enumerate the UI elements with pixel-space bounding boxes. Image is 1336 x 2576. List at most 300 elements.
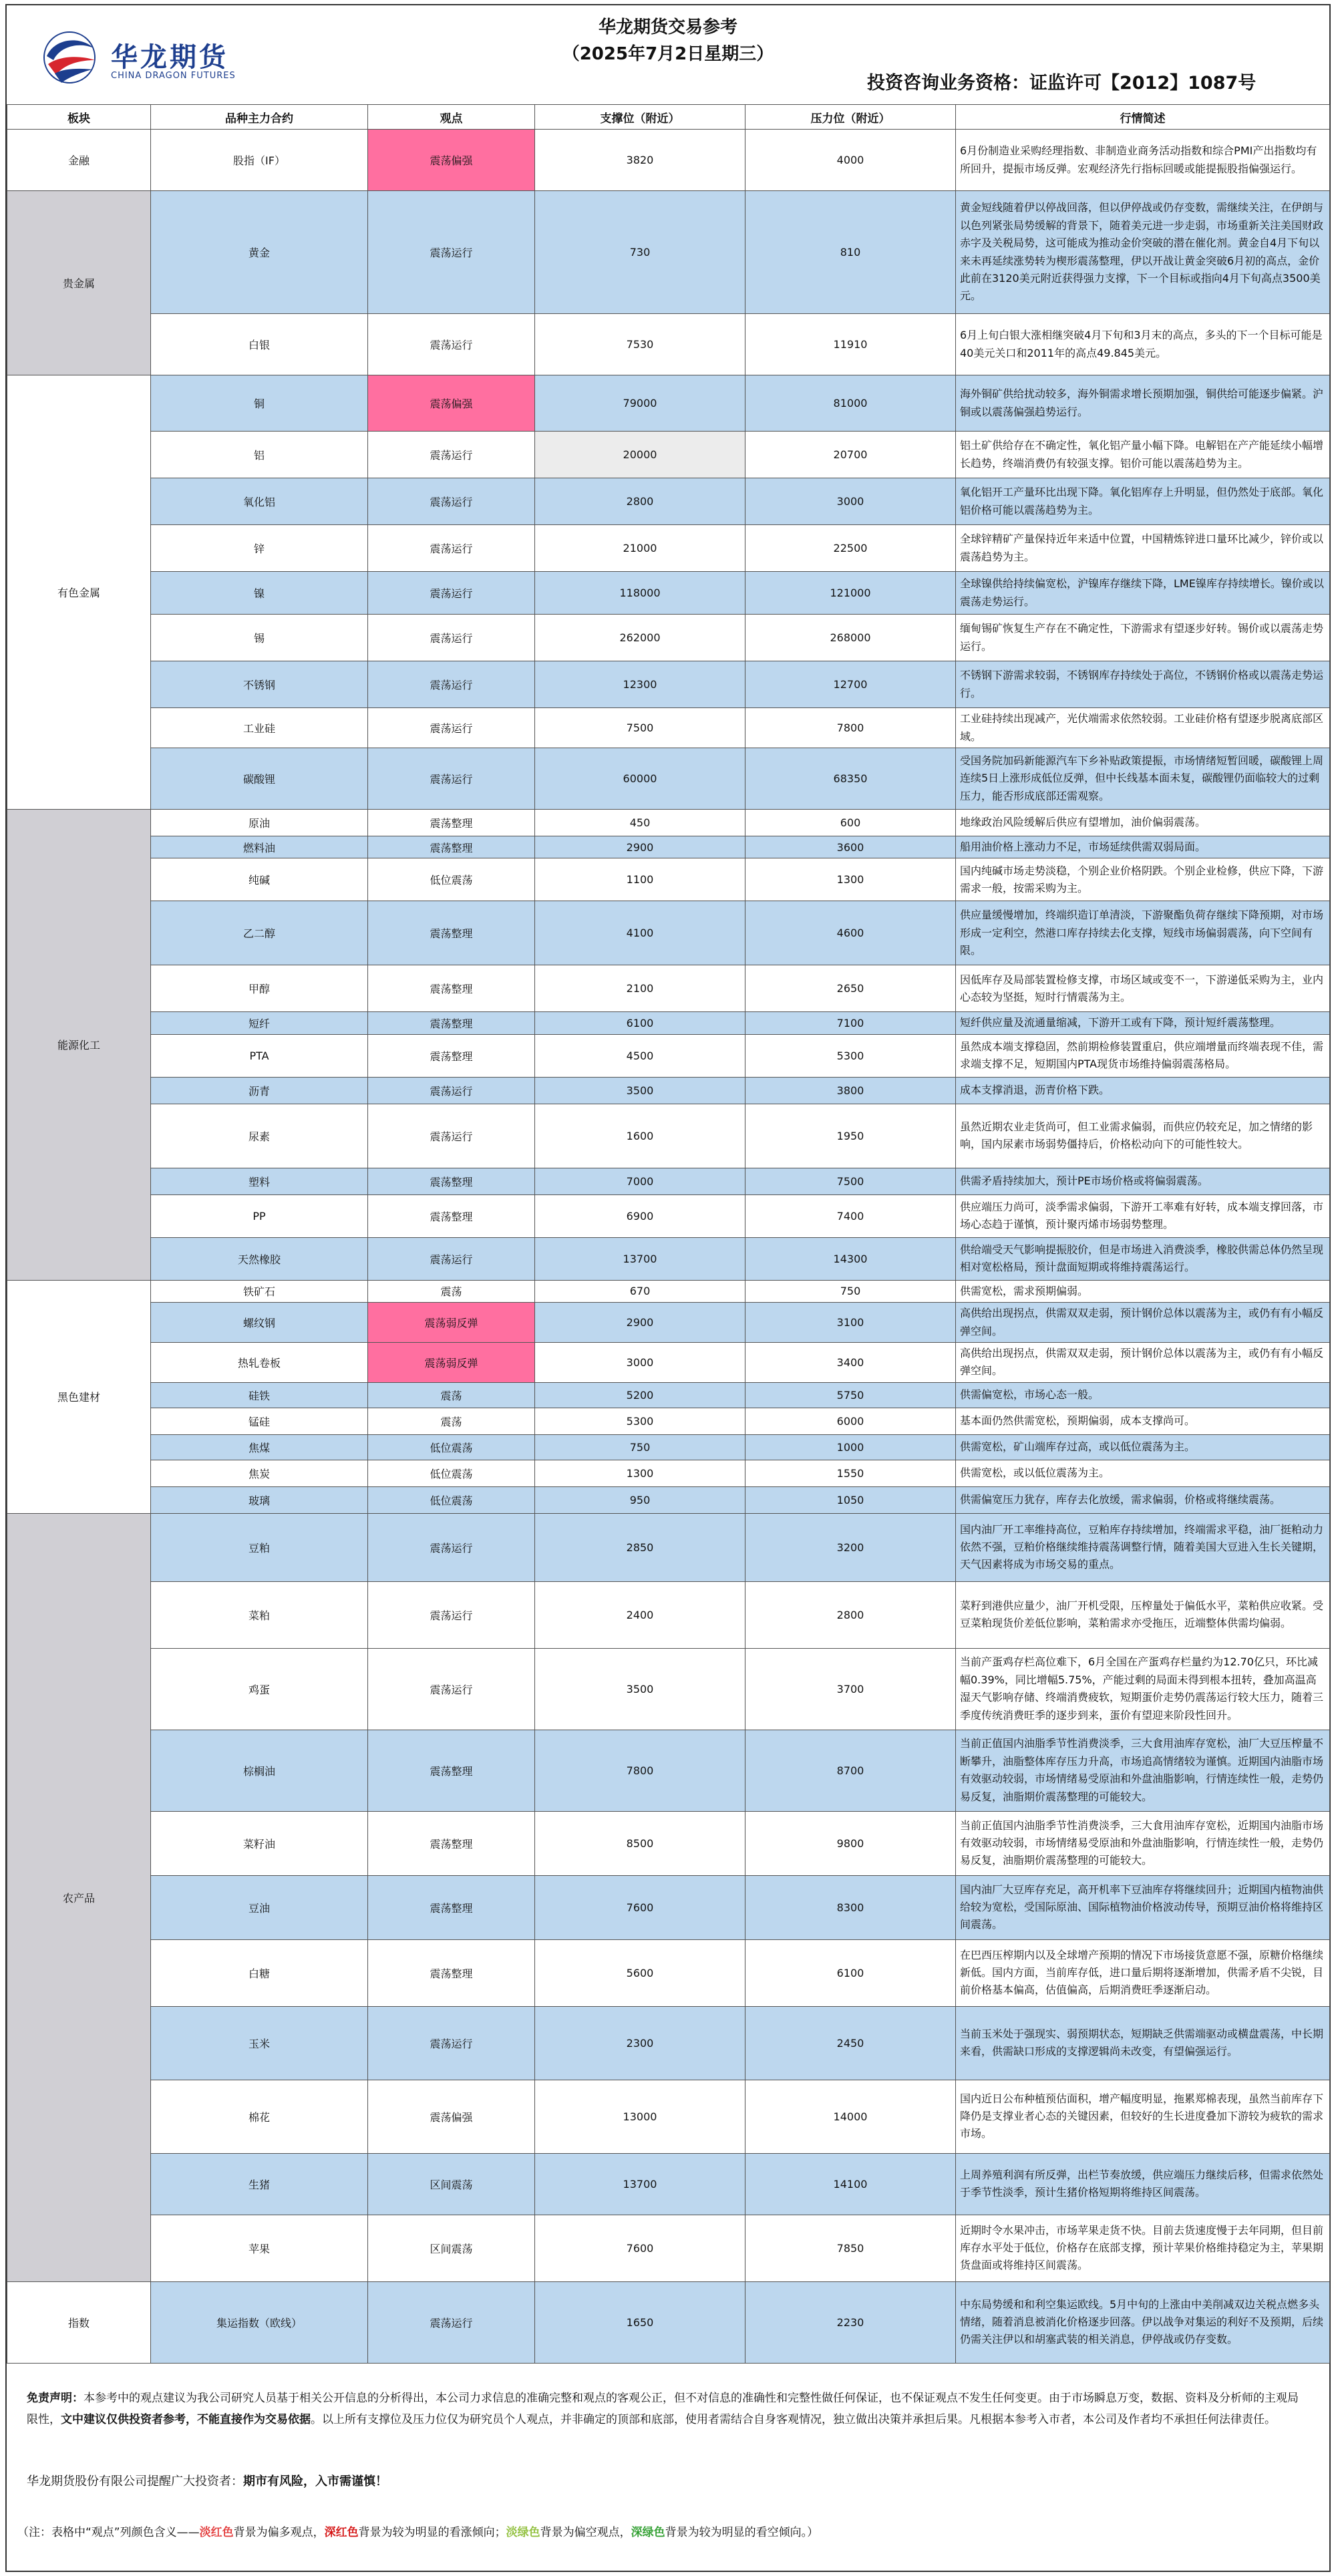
description-cell: 当前玉米处于强现实、弱预期状态，短期缺乏供需端驱动或横盘震荡，中长期来看，供需缺口形成的支撑逻辑尚未改变，有望偏强运行。: [956, 2006, 1330, 2080]
sector-cell: 金融: [7, 130, 151, 191]
contract-cell: 碳酸锂: [151, 748, 368, 810]
description-cell: 当前正值国内油脂季节性消费淡季，三大食用油库存宽松，油厂大豆压榨量不断攀升，油脂整体库存压力升高，市场追高情绪较为谨慎。近期国内油脂市场有效驱动较弱，市场情绪易受原油和外盘油脂影响，行情连续性一般，走势仍易反复，油脂期价震荡整理的可能较大。: [956, 1730, 1330, 1811]
contract-cell: 原油: [151, 810, 368, 836]
resistance-cell: 7800: [745, 708, 956, 748]
support-cell: 7800: [535, 1730, 745, 1811]
contract-cell: 燃料油: [151, 836, 368, 858]
support-cell: 13700: [535, 2153, 745, 2215]
contract-cell: 白糖: [151, 1939, 368, 2006]
description-cell: 国内油厂大豆库存充足，高开机率下豆油库存将继续回升；近期国内植物油供给较为宽松，受国际原油、国际植物油价格波动传导，预期豆油价格将维持区间震荡。: [956, 1875, 1330, 1939]
view-cell: 震荡运行: [368, 478, 535, 525]
table-row: [7, 1194, 1330, 1237]
contract-cell: 棉花: [151, 2080, 368, 2153]
note-light-red: 淡红色: [199, 2526, 234, 2539]
resistance-cell: 12700: [745, 661, 956, 708]
view-cell: 低位震荡: [368, 1434, 535, 1460]
note-prefix: （注：表格中“观点”列颜色含义——: [17, 2526, 200, 2539]
view-cell: 震荡整理: [368, 1012, 535, 1034]
description-cell: 基本面仍然供需宽松，预期偏弱，成本支撑尚可。: [956, 1408, 1330, 1434]
table-row: [7, 1077, 1330, 1104]
resistance-cell: 1550: [745, 1460, 956, 1486]
table-row: [7, 375, 1330, 432]
view-cell: 震荡偏强: [368, 375, 535, 432]
description-cell: 成本支撑消退，沥青价格下跌。: [956, 1077, 1330, 1104]
description-cell: 6月上旬白银大涨相继突破4月下旬和3月末的高点，多头的下一个目标可能是40美元关口和2011年的高点49.845美元。: [956, 314, 1330, 375]
support-cell: 3500: [535, 1648, 745, 1730]
header-view: 观点: [368, 105, 535, 130]
description-cell: 上周养殖利润有所反弹，出栏节奏放缓，供应端压力继续后移，但需求依然处于季节性淡季，预计生猪价格短期将维持区间震荡。: [956, 2153, 1330, 2215]
view-cell: 震荡运行: [368, 1581, 535, 1648]
contract-cell: 豆油: [151, 1875, 368, 1939]
support-cell: 450: [535, 810, 745, 836]
support-cell: 20000: [535, 432, 745, 478]
disclaimer-label: 免责声明：: [27, 2392, 84, 2405]
contract-cell: 股指（IF）: [151, 130, 368, 191]
support-cell: 2300: [535, 2006, 745, 2080]
logo-chinese-text: 华龙期货: [111, 42, 228, 73]
table-row: [7, 708, 1330, 748]
description-cell: 在巴西压榨期内以及全球增产预期的情况下市场接货意愿不强，原糖价格继续新低。国内方面，当前库存低，进口量后期将逐渐增加，供需矛盾不尖锐，目前价格基本偏高，估值偏高，后期消费旺季逐渐启动。: [956, 1939, 1330, 2006]
color-legend-note: [17, 2523, 818, 2539]
resistance-cell: 2650: [745, 965, 956, 1012]
view-cell: 震荡整理: [368, 1730, 535, 1811]
reference-table: [7, 104, 1330, 2364]
table-row: [7, 2215, 1330, 2281]
support-cell: 118000: [535, 572, 745, 615]
contract-cell: 沥青: [151, 1077, 368, 1104]
support-cell: 5300: [535, 1408, 745, 1434]
resistance-cell: 14100: [745, 2153, 956, 2215]
support-cell: 262000: [535, 615, 745, 661]
contract-cell: 不锈钢: [151, 661, 368, 708]
contract-cell: 铁矿石: [151, 1280, 368, 1302]
resistance-cell: 3400: [745, 1342, 956, 1382]
resistance-cell: 4600: [745, 901, 956, 965]
description-cell: 缅甸锡矿恢复生产存在不确定性，下游需求有望逐步好转。锡价或以震荡走势运行。: [956, 615, 1330, 661]
support-cell: 6100: [535, 1012, 745, 1034]
description-cell: 国内纯碱市场走势淡稳，个别企业价格阴跌。个别企业检修，供应下降，下游需求一般，按需采购为主。: [956, 858, 1330, 901]
support-cell: 21000: [535, 525, 745, 572]
resistance-cell: 14300: [745, 1237, 956, 1280]
resistance-cell: 9800: [745, 1811, 956, 1875]
table-row: [7, 1168, 1330, 1194]
contract-cell: 鸡蛋: [151, 1648, 368, 1730]
table-row: [7, 965, 1330, 1012]
resistance-cell: 600: [745, 810, 956, 836]
support-cell: 4500: [535, 1034, 745, 1077]
table-row: [7, 836, 1330, 858]
contract-cell: 天然橡胶: [151, 1237, 368, 1280]
resistance-cell: 7100: [745, 1012, 956, 1034]
view-cell: 低位震荡: [368, 858, 535, 901]
description-cell: 虽然近期农业走货尚可，但工业需求偏弱，而供应仍较充足，加之情绪的影响，国内尿素市场弱势僵持后，价格松动向下的可能性较大。: [956, 1104, 1330, 1168]
view-cell: 震荡运行: [368, 2006, 535, 2080]
description-cell: 全球镍供给持续偏宽松，沪镍库存继续下降，LME镍库存持续增长。镍价或以震荡走势运行。: [956, 572, 1330, 615]
sector-cell: 指数: [7, 2281, 151, 2363]
view-cell: 震荡整理: [368, 1034, 535, 1077]
support-cell: 7600: [535, 1875, 745, 1939]
resistance-cell: 14000: [745, 2080, 956, 2153]
sector-cell: 能源化工: [7, 810, 151, 1281]
resistance-cell: 3700: [745, 1648, 956, 1730]
view-cell: 震荡整理: [368, 1939, 535, 2006]
description-cell: 供需宽松，或以低位震荡为主。: [956, 1460, 1330, 1486]
contract-cell: 塑料: [151, 1168, 368, 1194]
view-cell: 区间震荡: [368, 2153, 535, 2215]
resistance-cell: 2800: [745, 1581, 956, 1648]
description-cell: 黄金短线随着伊以停战回落，但以伊停战或仍存变数，需继续关注，在伊朗与以色列紧张局势缓解的背景下，随着美元进一步走弱，市场重新关注美国财政赤字及关税局势，这可能成为推动金价突破的潜在催化剂。黄金自4月下旬以来未再延续涨势转为楔形震荡整理，伊以开战让黄金突破6月初的高点，金价此前在3120美元附近获得强力支撑，下一个目标或指向4月下旬高点3500美元。: [956, 191, 1330, 314]
support-cell: 60000: [535, 748, 745, 810]
resistance-cell: 5750: [745, 1382, 956, 1408]
resistance-cell: 268000: [745, 615, 956, 661]
contract-cell: 乙二醇: [151, 901, 368, 965]
resistance-cell: 8700: [745, 1730, 956, 1811]
contract-cell: 工业硅: [151, 708, 368, 748]
warning-bold: 期市有风险，入市需谨慎！: [243, 2474, 387, 2488]
description-cell: 高供给出现拐点，供需双双走弱，预计钢价总体以震荡为主，或仍有有小幅反弹空间。: [956, 1342, 1330, 1382]
risk-warning: [27, 2472, 387, 2489]
note-dark-red: 深红色: [324, 2526, 359, 2539]
contract-cell: 玉米: [151, 2006, 368, 2080]
description-cell: 铝土矿供给存在不确定性，氧化铝产量小幅下降。电解铝在产产能延续小幅增长趋势，终端消费仍有较强支撑。铝价可能以震荡趋势为主。: [956, 432, 1330, 478]
description-cell: 供应量缓慢增加，终端织造订单清淡，下游聚酯负荷存继续下降预期，对市场形成一定利空，然港口库存持续去化支撑，短线市场偏弱震荡，向下空间有限。: [956, 901, 1330, 965]
resistance-cell: 6100: [745, 1939, 956, 2006]
resistance-cell: 3600: [745, 836, 956, 858]
view-cell: 震荡运行: [368, 1648, 535, 1730]
view-cell: 震荡运行: [368, 191, 535, 314]
support-cell: 1600: [535, 1104, 745, 1168]
view-cell: 震荡弱反弹: [368, 1342, 535, 1382]
table-row: [7, 1581, 1330, 1648]
description-cell: 高供给出现拐点，供需双双走弱，预计钢价总体以震荡为主，或仍有有小幅反弹空间。: [956, 1303, 1330, 1343]
view-cell: 震荡整理: [368, 901, 535, 965]
resistance-cell: 3800: [745, 1077, 956, 1104]
note-text-4: 背景为较为明显的看空倾向。）: [665, 2526, 819, 2539]
contract-cell: PTA: [151, 1034, 368, 1077]
contract-cell: 锡: [151, 615, 368, 661]
header-support: 支撑位（附近）: [535, 105, 745, 130]
support-cell: 670: [535, 1280, 745, 1302]
description-cell: 因低库存及局部装置检修支撑，市场区域或变不一，下游递低采购为主，业内心态较为坚挺，短时行情震荡为主。: [956, 965, 1330, 1012]
resistance-cell: 7400: [745, 1194, 956, 1237]
view-cell: 震荡偏强: [368, 130, 535, 191]
contract-cell: 菜粕: [151, 1581, 368, 1648]
support-cell: 7600: [535, 2215, 745, 2281]
description-cell: 供需矛盾持续加大，预计PE市场价格或将偏弱震荡。: [956, 1168, 1330, 1194]
support-cell: 4100: [535, 901, 745, 965]
note-light-green: 淡绿色: [506, 2526, 540, 2539]
disclaimer: [27, 2388, 1309, 2431]
contract-cell: 镍: [151, 572, 368, 615]
contract-cell: PP: [151, 1194, 368, 1237]
support-cell: 79000: [535, 375, 745, 432]
resistance-cell: 20700: [745, 432, 956, 478]
resistance-cell: 3200: [745, 1513, 956, 1581]
resistance-cell: 1300: [745, 858, 956, 901]
contract-cell: 尿素: [151, 1104, 368, 1168]
support-cell: 3000: [535, 1342, 745, 1382]
contract-cell: 焦炭: [151, 1460, 368, 1486]
support-cell: 3500: [535, 1077, 745, 1104]
sector-cell: 有色金属: [7, 375, 151, 810]
table-row: [7, 748, 1330, 810]
header-description: 行情简述: [956, 105, 1330, 130]
support-cell: 2850: [535, 1513, 745, 1581]
table-row: [7, 478, 1330, 525]
support-cell: 1100: [535, 858, 745, 901]
view-cell: 震荡运行: [368, 615, 535, 661]
contract-cell: 热轧卷板: [151, 1342, 368, 1382]
table-row: [7, 1408, 1330, 1434]
contract-cell: 锌: [151, 525, 368, 572]
view-cell: 震荡运行: [368, 1237, 535, 1280]
header-contract: 品种主力合约: [151, 105, 368, 130]
description-cell: 菜籽到港供应量少，油厂开机受限，压榨量处于偏低水平，菜粕供应收紧。受豆菜粕现货价差低位影响，菜粕需求亦受拖压，近端整体供需均偏弱。: [956, 1581, 1330, 1648]
description-cell: 供需偏宽压力犹存，库存去化放缓，需求偏弱，价格或将继续震荡。: [956, 1486, 1330, 1513]
table-row: [7, 615, 1330, 661]
description-cell: 受国务院加码新能源汽车下乡补贴政策提振，市场情绪短暂回暖，碳酸锂上周连续5日上涨形成低位反弹，但中长线基本面未复，碳酸锂仍面临较大的过剩压力，能否形成底部还需观察。: [956, 748, 1330, 810]
table-row: [7, 130, 1330, 191]
resistance-cell: 3000: [745, 478, 956, 525]
table-row: [7, 525, 1330, 572]
resistance-cell: 8300: [745, 1875, 956, 1939]
description-cell: 国内近日公布种植预估面积，增产幅度明显，拖累郑棉表现，虽然当前库存下降仍是支撑业者心态的关键因素，但较好的生长进度叠加下游较为疲软的需求市场。: [956, 2080, 1330, 2153]
view-cell: 震荡整理: [368, 836, 535, 858]
contract-cell: 硅铁: [151, 1382, 368, 1408]
view-cell: 震荡运行: [368, 1077, 535, 1104]
support-cell: 750: [535, 1434, 745, 1460]
view-cell: 震荡运行: [368, 432, 535, 478]
description-cell: 短纤供应量及流通量缩减，下游开工或有下降，预计短纤震荡整理。: [956, 1012, 1330, 1034]
support-cell: 3820: [535, 130, 745, 191]
note-text-1: 背景为偏多观点，: [233, 2526, 325, 2539]
contract-cell: 苹果: [151, 2215, 368, 2281]
resistance-cell: 1950: [745, 1104, 956, 1168]
contract-cell: 短纤: [151, 1012, 368, 1034]
table-row: [7, 1460, 1330, 1486]
disclaimer-bold: 文中建议仅供投资者参考，不能直接作为交易依据: [61, 2413, 311, 2427]
description-cell: 国内油厂开工率维持高位，豆粕库存持续增加，终端需求平稳，油厂挺粕动力依然不强，豆粕价格继续维持震荡调整行情，随着美国大豆进入生长关键期，天气因素将成为市场交易的重点。: [956, 1513, 1330, 1581]
support-cell: 8500: [535, 1811, 745, 1875]
table-row: [7, 1303, 1330, 1343]
view-cell: 震荡整理: [368, 1168, 535, 1194]
support-cell: 5600: [535, 1939, 745, 2006]
description-cell: 6月份制造业采购经理指数、非制造业商务活动指数和综合PMI产出指数均有所回升，提振市场反弹。宏观经济先行指标回暖或能提振股指偏强运行。: [956, 130, 1330, 191]
description-cell: 全球锌精矿产量保持近年来适中位置，中国精炼锌进口量环比减少，锌价或以震荡趋势为主。: [956, 525, 1330, 572]
view-cell: 震荡运行: [368, 1513, 535, 1581]
table-row: [7, 1434, 1330, 1460]
description-cell: 供需宽松，需求预期偏弱。: [956, 1280, 1330, 1302]
logo-english-text: CHINA DRAGON FUTURES: [111, 71, 236, 81]
view-cell: 震荡整理: [368, 810, 535, 836]
resistance-cell: 68350: [745, 748, 956, 810]
view-cell: 震荡整理: [368, 1194, 535, 1237]
support-cell: 5200: [535, 1382, 745, 1408]
resistance-cell: 81000: [745, 375, 956, 432]
table-row: [7, 1811, 1330, 1875]
contract-cell: 棕榈油: [151, 1730, 368, 1811]
table-row: [7, 901, 1330, 965]
table-header-row: [7, 105, 1330, 130]
resistance-cell: 2230: [745, 2281, 956, 2363]
description-cell: 虽然成本端支撑稳固，然前期检修装置重启，供应端增量而终端表现不佳，需求端支撑不足，短期国内PTA现货市场维持偏弱震荡格局。: [956, 1034, 1330, 1077]
support-cell: 1650: [535, 2281, 745, 2363]
view-cell: 震荡: [368, 1382, 535, 1408]
resistance-cell: 121000: [745, 572, 956, 615]
contract-cell: 铝: [151, 432, 368, 478]
table-row: [7, 432, 1330, 478]
table-row: [7, 1012, 1330, 1034]
support-cell: 2900: [535, 1303, 745, 1343]
contract-cell: 菜籽油: [151, 1811, 368, 1875]
contract-cell: 白银: [151, 314, 368, 375]
contract-cell: 螺纹钢: [151, 1303, 368, 1343]
sector-cell: 黑色建材: [7, 1280, 151, 1513]
description-cell: 供需宽松，矿山端库存过高，或以低位震荡为主。: [956, 1434, 1330, 1460]
table-row: [7, 2281, 1330, 2363]
support-cell: 2100: [535, 965, 745, 1012]
description-cell: 地缘政治风险缓解后供应有望增加，油价偏弱震荡。: [956, 810, 1330, 836]
view-cell: 震荡运行: [368, 661, 535, 708]
description-cell: 海外铜矿供给扰动较多，海外铜需求增长预期加强，铜供给可能逐步偏紧。沪铜或以震荡偏强趋势运行。: [956, 375, 1330, 432]
table-row: [7, 191, 1330, 314]
support-cell: 13700: [535, 1237, 745, 1280]
disclaimer-text-2: 。以上所有支撑位及压力位仅为研究员个人观点，并非确定的顶部和底部，使用者需结合自身客观情况，独立做出决策并承担后果。凡根据本参考入市者，本公司及作者均不承担任何法律责任。: [311, 2413, 1276, 2427]
resistance-cell: 5300: [745, 1034, 956, 1077]
description-cell: 不锈钢下游需求较弱，不锈钢库存持续处于高位，不锈钢价格或以震荡走势运行。: [956, 661, 1330, 708]
resistance-cell: 7850: [745, 2215, 956, 2281]
contract-cell: 集运指数（欧线）: [151, 2281, 368, 2363]
resistance-cell: 1050: [745, 1486, 956, 1513]
view-cell: 震荡: [368, 1280, 535, 1302]
table-row: [7, 661, 1330, 708]
table-row: [7, 1875, 1330, 1939]
table-row: [7, 1280, 1330, 1302]
table-row: [7, 1939, 1330, 2006]
description-cell: 供需偏宽松，市场心态一般。: [956, 1382, 1330, 1408]
support-cell: 7000: [535, 1168, 745, 1194]
resistance-cell: 2450: [745, 2006, 956, 2080]
contract-cell: 黄金: [151, 191, 368, 314]
qualification-text: 投资咨询业务资格：证监许可【2012】1087号: [867, 73, 1257, 94]
resistance-cell: 4000: [745, 130, 956, 191]
report-date: （2025年7月2日星期三）: [562, 44, 774, 64]
description-cell: 近期时令水果冲击，市场苹果走货不快。目前去货速度慢于去年同期，但目前库存水平处于低位，价格存在底部支撑，预计苹果价格维持稳定为主，苹果期货盘面或将维持区间震荡。: [956, 2215, 1330, 2281]
description-cell: 供给端受天气影响提振胶价，但是市场进入消费淡季，橡胶供需总体仍然呈现相对宽松格局，预计盘面短期或将维持震荡运行。: [956, 1237, 1330, 1280]
description-cell: 中东局势缓和和利空集运欧线。5月中旬的上涨由中美削减双边关税点燃多头情绪，随着消息被消化价格逐步回落。伊以战争对集运的利好不及预期，后续仍需关注伊以和胡塞武装的相关消息，伊停战或仍存变数。: [956, 2281, 1330, 2363]
table-row: [7, 810, 1330, 836]
view-cell: 震荡运行: [368, 1104, 535, 1168]
table-row: [7, 1486, 1330, 1513]
resistance-cell: 22500: [745, 525, 956, 572]
resistance-cell: 810: [745, 191, 956, 314]
view-cell: 低位震荡: [368, 1486, 535, 1513]
table-row: [7, 1382, 1330, 1408]
table-row: [7, 1648, 1330, 1730]
resistance-cell: 7500: [745, 1168, 956, 1194]
support-cell: 1300: [535, 1460, 745, 1486]
note-dark-green: 深绿色: [631, 2526, 665, 2539]
view-cell: 震荡运行: [368, 748, 535, 810]
page-title: 华龙期货交易参考: [598, 17, 737, 37]
sector-cell: 农产品: [7, 1513, 151, 2281]
warning-text: 华龙期货股份有限公司提醒广大投资者：: [27, 2474, 243, 2488]
contract-cell: 生猪: [151, 2153, 368, 2215]
view-cell: 区间震荡: [368, 2215, 535, 2281]
resistance-cell: 1000: [745, 1434, 956, 1460]
disclaimer-text-1: 本参考中的观点建议为我公司研究人员基于相关公开信息的分析得出，本公司力求信息的准确完整和观点的客观公正，但不对信息的准确性和完整性做任何保证，也不保证观点不发生任何变更。由于市场瞬息万变，数据、资料及分析师的主观局限性，: [27, 2392, 1299, 2427]
view-cell: 震荡运行: [368, 314, 535, 375]
table-row: [7, 1104, 1330, 1168]
contract-cell: 甲醇: [151, 965, 368, 1012]
description-cell: 供应端压力尚可，淡季需求偏弱，下游开工率难有好转，成本端支撑回落，市场心态趋于谨慎，预计聚丙烯市场弱势整理。: [956, 1194, 1330, 1237]
support-cell: 13000: [535, 2080, 745, 2153]
support-cell: 7530: [535, 314, 745, 375]
support-cell: 2400: [535, 1581, 745, 1648]
description-cell: 当前正值国内油脂季节性消费淡季，三大食用油库存宽松，近期国内油脂市场有效驱动较弱，市场情绪易受原油和外盘油脂影响，行情连续性一般，走势仍易反复，油脂期价震荡整理的可能较大。: [956, 1811, 1330, 1875]
contract-cell: 锰硅: [151, 1408, 368, 1434]
contract-cell: 铜: [151, 375, 368, 432]
view-cell: 震荡: [368, 1408, 535, 1434]
description-cell: 当前产蛋鸡存栏高位难下，6月全国在产蛋鸡存栏量约为12.70亿只，环比减幅0.39%，同比增幅5.75%，产能过剩的局面未得到根本扭转，叠加高温高湿天气影响存储、终端消费疲软，短期蛋价走势仍震荡运行较大压力，随着三季度传统消费旺季的逐步到来，蛋价有望迎来阶段性回升。: [956, 1648, 1330, 1730]
support-cell: 7500: [535, 708, 745, 748]
table-row: [7, 1034, 1330, 1077]
header-resistance: 压力位（附近）: [745, 105, 956, 130]
description-cell: 船用油价格上涨动力不足，市场延续供需双弱局面。: [956, 836, 1330, 858]
resistance-cell: 3100: [745, 1303, 956, 1343]
description-cell: 氧化铝开工产量环比出现下降。氧化铝库存上升明显，但仍然处于底部。氧化铝价格可能以震荡趋势为主。: [956, 478, 1330, 525]
support-cell: 2800: [535, 478, 745, 525]
view-cell: 震荡偏强: [368, 2080, 535, 2153]
view-cell: 震荡整理: [368, 1875, 535, 1939]
description-cell: 工业硅持续出现减产，光伏端需求依然较弱。工业硅价格有望逐步脱离底部区域。: [956, 708, 1330, 748]
view-cell: 低位震荡: [368, 1460, 535, 1486]
support-cell: 6900: [535, 1194, 745, 1237]
view-cell: 震荡运行: [368, 708, 535, 748]
table-row: [7, 2080, 1330, 2153]
resistance-cell: 11910: [745, 314, 956, 375]
view-cell: 震荡运行: [368, 525, 535, 572]
support-cell: 12300: [535, 661, 745, 708]
table-row: [7, 314, 1330, 375]
table-row: [7, 1342, 1330, 1382]
support-cell: 730: [535, 191, 745, 314]
support-cell: 2900: [535, 836, 745, 858]
contract-cell: 氧化铝: [151, 478, 368, 525]
view-cell: 震荡弱反弹: [368, 1303, 535, 1343]
view-cell: 震荡运行: [368, 572, 535, 615]
table-row: [7, 858, 1330, 901]
header-sector: 板块: [7, 105, 151, 130]
resistance-cell: 750: [745, 1280, 956, 1302]
table-row: [7, 1237, 1330, 1280]
view-cell: 震荡运行: [368, 2281, 535, 2363]
contract-cell: 玻璃: [151, 1486, 368, 1513]
contract-cell: 焦煤: [151, 1434, 368, 1460]
contract-cell: 豆粕: [151, 1513, 368, 1581]
table-row: [7, 572, 1330, 615]
support-cell: 950: [535, 1486, 745, 1513]
table-row: [7, 2006, 1330, 2080]
note-text-2: 背景为较为明显的看涨倾向；: [358, 2526, 506, 2539]
resistance-cell: 6000: [745, 1408, 956, 1434]
view-cell: 震荡整理: [368, 965, 535, 1012]
table-row: [7, 1730, 1330, 1811]
view-cell: 震荡整理: [368, 1811, 535, 1875]
table-row: [7, 2153, 1330, 2215]
table-row: [7, 1513, 1330, 1581]
sector-cell: 贵金属: [7, 191, 151, 375]
